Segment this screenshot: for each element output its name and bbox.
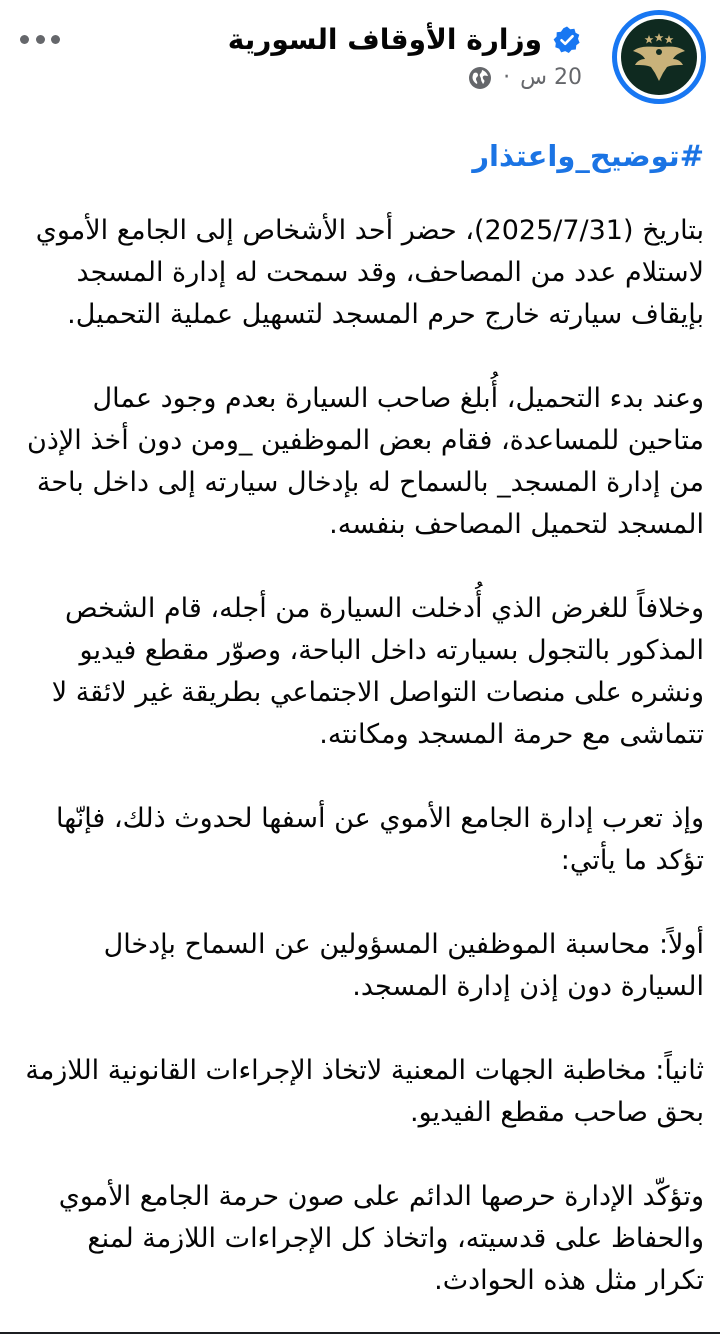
post-meta xyxy=(467,64,582,92)
post-paragraph: وإذ تعرب إدارة الجامع الأموي عن أسفها لحدوث ذلك، فإنّها تؤكد ما يأتي: xyxy=(56,803,704,876)
page-name-row xyxy=(228,20,582,60)
more-dot-icon xyxy=(20,35,29,44)
more-dot-icon xyxy=(36,35,45,44)
more-dot-icon xyxy=(51,35,60,44)
post-paragraph: وعند بدء التحميل، أُبلغ صاحب السيارة بعدم وجود عمال متاحين للمساعدة، فقام بعض الموظفين _ومن دون أخذ الإذن من إدارة المسجد_ بالسماح له بإدخال سيارته إلى داخل باحة المسجد لتحميل المصاحف بنفسه. xyxy=(27,383,704,540)
post-content xyxy=(24,132,704,1334)
post-header xyxy=(0,0,720,120)
page-avatar[interactable] xyxy=(612,10,706,104)
post-timestamp[interactable]: 20 س xyxy=(520,65,582,90)
ministry-logo xyxy=(621,19,697,95)
verified-badge-icon xyxy=(552,25,582,55)
eagle-emblem-icon xyxy=(627,25,691,89)
post-paragraph: ثانياً: مخاطبة الجهات المعنية لاتخاذ الإجراءات القانونية اللازمة بحق صاحب مقطع الفيديو. xyxy=(25,1055,704,1128)
meta-separator: · xyxy=(503,65,511,90)
post-paragraph: وتؤكّد الإدارة حرصها الدائم على صون حرمة الجامع الأموي والحفاظ على قدسيته، واتخاذ كل الإجراءات اللازمة لمنع تكرار مثل هذه الحوادث. xyxy=(58,1181,704,1296)
globe-icon xyxy=(467,65,493,91)
hashtag-link[interactable]: #توضيح_واعتذار xyxy=(472,139,704,173)
post-paragraph: بتاريخ (2025/7/31)، حضر أحد الأشخاص إلى الجامع الأموي لاستلام عدد من المصاحف، وقد سمحت له إدارة المسجد بإيقاف سيارته خارج حرم المسجد لتسهيل عملية التحميل. xyxy=(35,215,704,330)
post-paragraph: وخلافاً للغرض الذي أُدخلت السيارة من أجله، قام الشخص المذكور بالتجول بسيارته داخل الباحة، وصوّر مقطع فيديو ونشره على منصات التواصل الاجتماعي بطريقة غير لائقة لا تتماشى مع حرمة المسجد ومكانته. xyxy=(51,593,704,750)
more-options-button[interactable] xyxy=(20,24,60,54)
page-name[interactable]: وزارة الأوقاف السورية xyxy=(227,23,542,56)
post-paragraph: أولاً: محاسبة الموظفين المسؤولين عن السماح بإدخال السيارة دون إذن إدارة المسجد. xyxy=(103,929,704,1002)
